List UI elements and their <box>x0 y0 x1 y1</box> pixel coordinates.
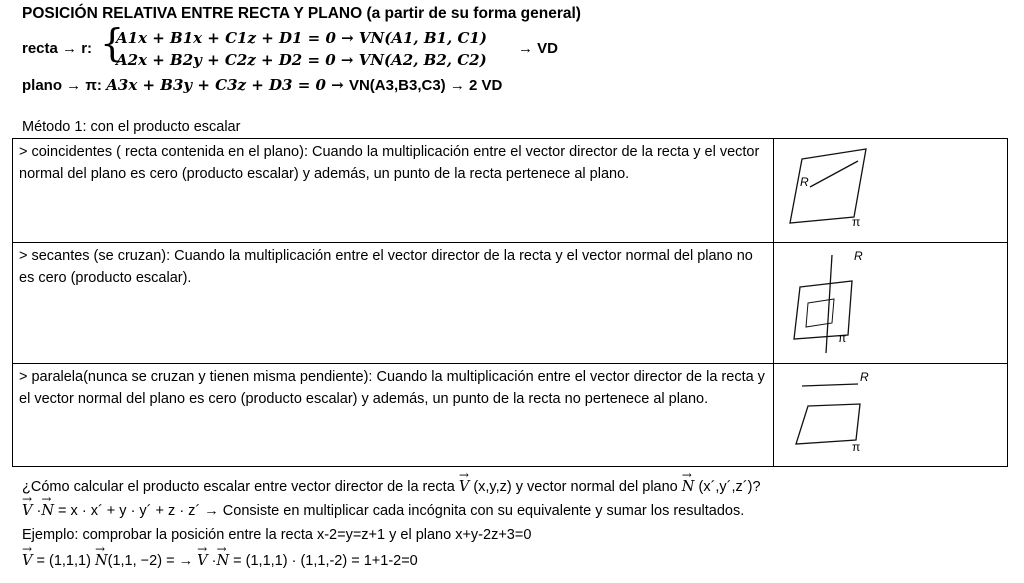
recta-brace: { <box>100 21 125 65</box>
figure-paralela <box>774 364 1008 467</box>
vector-n-symbol: → N <box>41 503 54 519</box>
vector-v-symbol: → V <box>22 503 32 519</box>
plane-label: π <box>852 215 861 229</box>
example-result: = (1,1,1) · (1,1,-2) = 1+1-2=0 <box>229 553 418 569</box>
relations-table <box>12 138 1008 467</box>
figure-secantes <box>774 243 1008 364</box>
vector-n-value: (1,1, −2) = → <box>107 553 198 569</box>
example-result-line <box>22 553 418 569</box>
formula-line <box>22 503 744 519</box>
line-shape <box>802 384 858 386</box>
vector-n-symbol: → N <box>95 553 108 569</box>
question-text-start: ¿Cómo calcular el producto escalar entre vector director de la recta <box>22 479 459 495</box>
example-line: Ejemplo: comprobar la posición entre la recta x-2=y=z+1 y el plano x+y-2z+3=0 <box>22 527 532 543</box>
secantes-sketch <box>774 243 1006 356</box>
recta-result: → VD <box>518 40 559 57</box>
vector-v-symbol: → V <box>197 553 207 569</box>
plane-label: π <box>838 331 847 345</box>
plane-inner-shape <box>806 299 834 327</box>
row-paralela-text: > paralela(nunca se cruzan y tienen misma pendiente): Cuando la multiplicación entre el vector director de la recta y el vector normal del plano es cero (producto escalar) y además, un punto de la recta no pertenece al plano. <box>13 364 774 467</box>
question-line <box>22 479 761 495</box>
vector-v-value: = (1,1,1) <box>32 553 95 569</box>
recta-equation-1: A1x + B1x + C1z + D1 = 0 → VN(A1, B1, C1) <box>116 29 487 47</box>
table-row <box>13 139 1008 243</box>
row-secantes-text: > secantes (se cruzan): Cuando la multiplicación entre el vector director de la recta y el vector normal del plano no es cero (producto escalar). <box>13 243 774 364</box>
line-label: R <box>860 370 869 384</box>
vector-n-symbol: → N <box>216 553 229 569</box>
table-row <box>13 364 1008 467</box>
figure-coincidentes <box>774 139 1008 243</box>
vector-v-symbol: → V <box>459 479 469 495</box>
vector-n-symbol: → N <box>682 479 695 495</box>
method-heading: Método 1: con el producto escalar <box>22 119 241 135</box>
plane-shape <box>796 404 860 444</box>
table-row <box>13 243 1008 364</box>
line-label: R <box>800 175 809 189</box>
plano-normal-vector: VN(A3,B3,C3) → 2 VD <box>348 77 503 94</box>
plano-label: plano → π: <box>22 77 102 94</box>
plane-label: π <box>852 440 861 454</box>
recta-label: recta → r: <box>22 40 93 57</box>
dot-symbol: · <box>207 553 217 569</box>
plano-line <box>22 76 502 95</box>
formula-text: = x · x´ + y · y´ + z · z´ → Consiste en multiplicar cada incógnita con su equivalente y sumar los resultados. <box>54 503 745 519</box>
line-label: R <box>854 249 863 263</box>
question-text-middle: (x,y,z) y vector normal del plano <box>469 479 682 495</box>
recta-equation-2: A2x + B2y + C2z + D2 = 0 → VN(A2, B2, C2) <box>116 51 487 69</box>
vector-v-symbol: → V <box>22 553 32 569</box>
line-shape <box>826 255 832 353</box>
page-title: POSICIÓN RELATIVA ENTRE RECTA Y PLANO (a partir de su forma general) <box>22 5 581 22</box>
dot-symbol: · <box>32 503 42 519</box>
question-text-end: (x´,y´,z´)? <box>694 479 761 495</box>
row-coincidentes-text: > coincidentes ( recta contenida en el plano): Cuando la multiplicación entre el vector director de la recta y el vector normal del plano es cero (producto escalar) y además, un punto de la recta pertenece al plano. <box>13 139 774 243</box>
line-shape <box>810 161 858 187</box>
plano-equation: A3x + B3y + C3z + D3 = 0 → <box>106 76 349 94</box>
paralela-sketch <box>774 364 1006 459</box>
